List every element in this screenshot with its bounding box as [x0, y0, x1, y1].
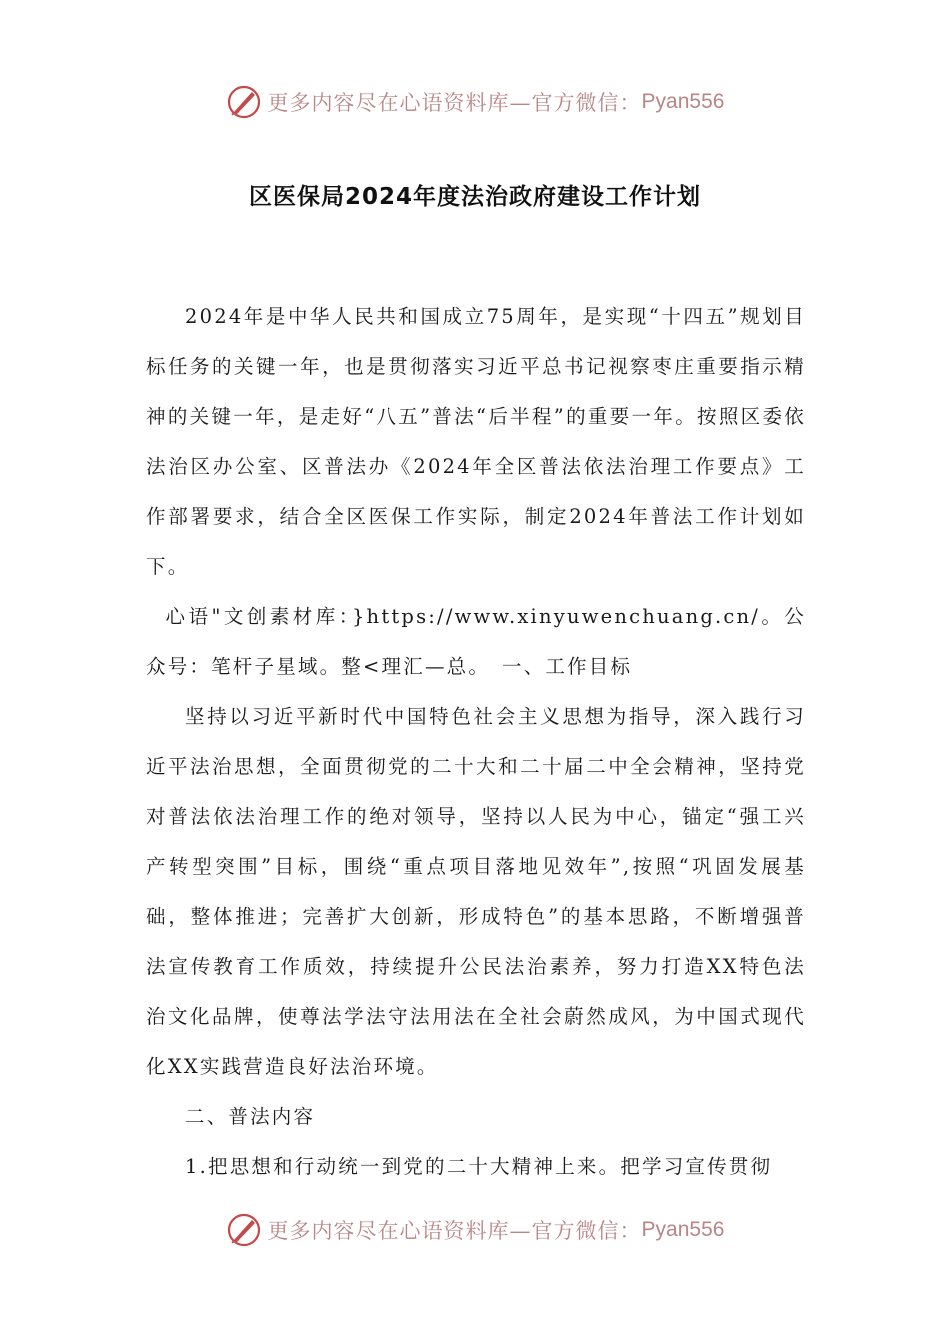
document-title: 区医保局2024年度法治政府建设工作计划 [248, 184, 701, 210]
document-body [146, 292, 806, 1192]
quill-logo-icon [226, 84, 262, 120]
header-watermark-banner [0, 82, 950, 122]
paragraph: 心语"文创素材库：}https://www.xinyuwenchuang.cn/。公众号：笔杆子星域。整<理汇—总。 一、工作目标 [146, 605, 806, 678]
watermark-text: 更多内容尽在心语资料库—官方微信： [267, 1219, 642, 1243]
section-heading: 二、普法内容 [185, 1105, 316, 1128]
paragraph: 2024年是中华人民共和国成立75周年，是实现“十四五”规划目标任务的关键一年，也是贯彻落实习近平总书记视察枣庄重要指示精神的关键一年，是走好“八五”普法“后半程”的重要一年。按照区委依法治区办公室、区普法办《2024年全区普法依法治理工作要点》工作部署要求，结合全区医保工作实际，制定2024年普法工作计划如下。 [146, 305, 806, 578]
footer-watermark-banner [0, 1210, 950, 1250]
wechat-id: Pyan556 [641, 90, 725, 113]
paragraph: 坚持以习近平新时代中国特色社会主义思想为指导，深入践行习近平法治思想，全面贯彻党的二十大和二十届二中全会精神，坚持党对普法依法治理工作的绝对领导，坚持以人民为中心，锚定“强工兴产转型突围”目标，围绕“重点项目落地见效年”,按照“巩固发展基础，整体推进；完善扩大创新，形成特色”的基本思路，不断增强普法宣传教育工作质效，持续提升公民法治素养，努力打造XX特色法治文化品牌，使尊法学法守法用法在全社会蔚然成风，为中国式现代化XX实践营造良好法治环境。 [146, 705, 806, 1078]
watermark-text: 更多内容尽在心语资料库—官方微信： [267, 91, 642, 115]
paragraph: 1.把思想和行动统一到党的二十大精神上来。把学习宣传贯彻 [185, 1155, 773, 1178]
quill-logo-icon [226, 1212, 262, 1248]
wechat-id: Pyan556 [641, 1218, 725, 1241]
